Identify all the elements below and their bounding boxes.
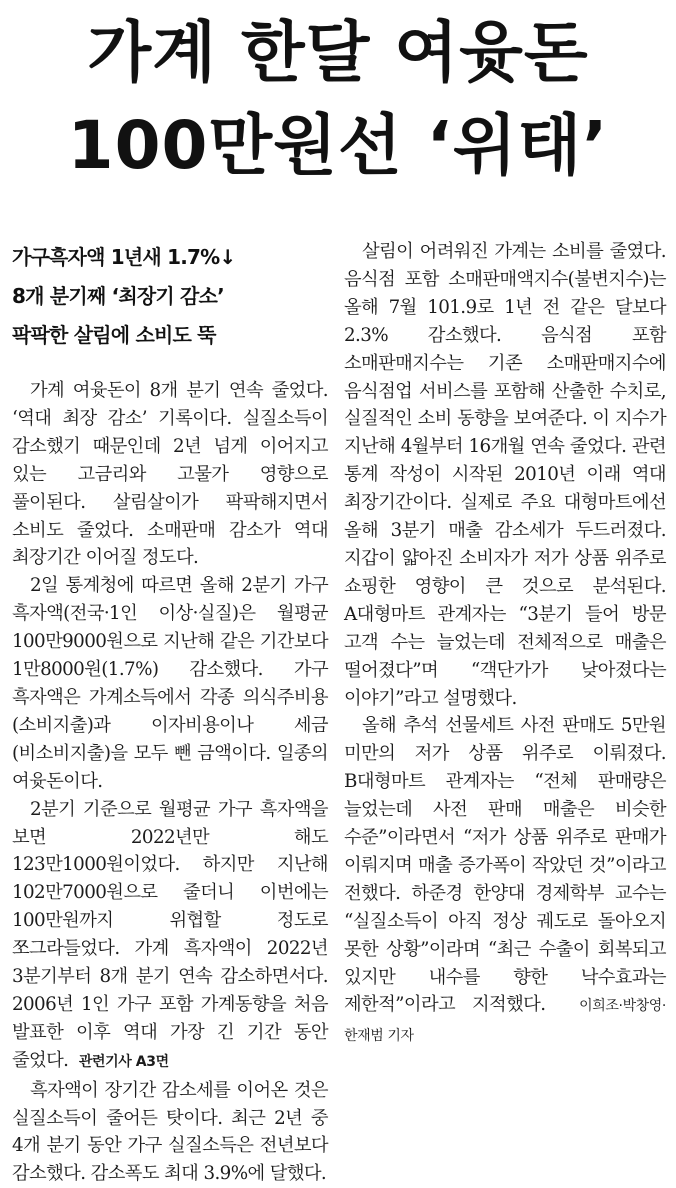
body-paragraph-6-text: 올해 추석 선물세트 사전 판매도 5만원 미만의 저가 상품 위주로 이뤄졌다. B대형마트 관계자는 “전체 판매량은 늘었는데 사전 판매 매출은 비슷한 수준”이라면서 “저가 상품 위주로 판매가 이뤄지며 매출 증가폭이 작았던 것”이라고 전했다. 하준경 한양대 경제학부 교수는 “실질소득이 아직 정상 궤도로 돌아오지 못한 상황”이라며 “최근 수출이 회복되고 있지만 내수를 향한 낙수효과는 제한적”이라고 지적했다. xyxy=(344,715,666,1016)
body-paragraph-4: 흑자액이 장기간 감소세를 이어온 것은 실질소득이 줄어든 탓이다. 최근 2년 중 4개 분기 동안 가구 실질소득은 전년보다 감소했다. 감소폭도 최대 3.9%에 달했다. xyxy=(12,1079,328,1185)
body-paragraph-3-text: 2분기 기준으로 월평균 가구 흑자액을 보면 2022년만 해도 123만1000원이었다. 하지만 지난해 102만7000원으로 줄더니 이번에는 100만원까지 위협할 정도로 쪼그라들었다. 가계 흑자액이 2022년 3분기부터 8개 분기 연속 감소하면서다. 2006년 1인 가구 포함 가계동향을 처음 발표한 이후 역대 가장 긴 기간 동안 줄었다. xyxy=(12,798,328,1071)
body-paragraph-6 xyxy=(344,712,666,1051)
headline-line-1: 가계 한달 여윳돈 xyxy=(87,14,589,91)
related-article-reference[interactable]: 관련기사 A3면 xyxy=(78,1053,169,1070)
subheadline-group xyxy=(12,238,328,355)
subheadline-2: 8개 분기째 ‘최장기 감소’ xyxy=(12,284,224,308)
body-paragraph-1: 가계 여윳돈이 8개 분기 연속 줄었다. ‘역대 최장 감소’ 기록이다. 실질소득이 감소했기 때문인데 2년 넘게 이어지고 있는 고금리와 고물가 영향으로 풀이된다. 살림살이가 팍팍해지면서 소비도 줄었다. 소매판매 감소가 역대 최장기간 이어질 정도다. xyxy=(12,380,328,569)
subheadline-3: 팍팍한 살림에 소비도 뚝 xyxy=(12,323,216,347)
body-paragraph-2: 2일 통계청에 따르면 올해 2분기 가구 흑자액(전국·1인 이상·실질)은 월평균 100만9000원으로 지난해 같은 기간보다 1만8000원(1.7%) 감소했다. 가구 흑자액은 가계소득에서 각종 의식주비용(소비지출)과 이자비용이나 세금(비소비지출)을 모두 뺀 금액이다. 일종의 여윳돈이다. xyxy=(12,575,328,792)
subheadline-1: 가구흑자액 1년새 1.7%↓ xyxy=(12,245,236,269)
article-column-right xyxy=(344,238,666,1051)
article-column-left xyxy=(12,238,328,1188)
body-paragraph-5: 살림이 어려워진 가계는 소비를 줄였다. 음식점 포함 소매판매액지수(불변지수)는 올해 7월 101.9로 1년 전 같은 달보다 2.3% 감소했다. 음식점 포함 소매판매지수는 기존 소매판매지수에 음식점업 서비스를 포함해 산출한 수치로, 실질적인 소비 동향을 보여준다. 이 지수가 지난해 4월부터 16개월 연속 줄었다. 관련 통계 작성이 시작된 2010년 이래 역대 최장기간이다. 실제로 주요 대형마트에선 올해 3분기 매출 감소세가 두드러졌다. 지갑이 얇아진 소비자가 저가 상품 위주로 쇼핑한 영향이 큰 것으로 분석된다. A대형마트 관계자는 “3분기 들어 방문 고객 수는 늘었는데 전체적으로 매출은 떨어졌다”며 “객단가가 낮아졌다는 이야기”라고 설명했다. xyxy=(344,241,666,709)
byline: 이희조·박창영·한재범 기자 xyxy=(344,998,666,1045)
headline-line-2: 100만원선 ‘위태’ xyxy=(67,107,609,184)
body-paragraph-3 xyxy=(12,796,328,1077)
